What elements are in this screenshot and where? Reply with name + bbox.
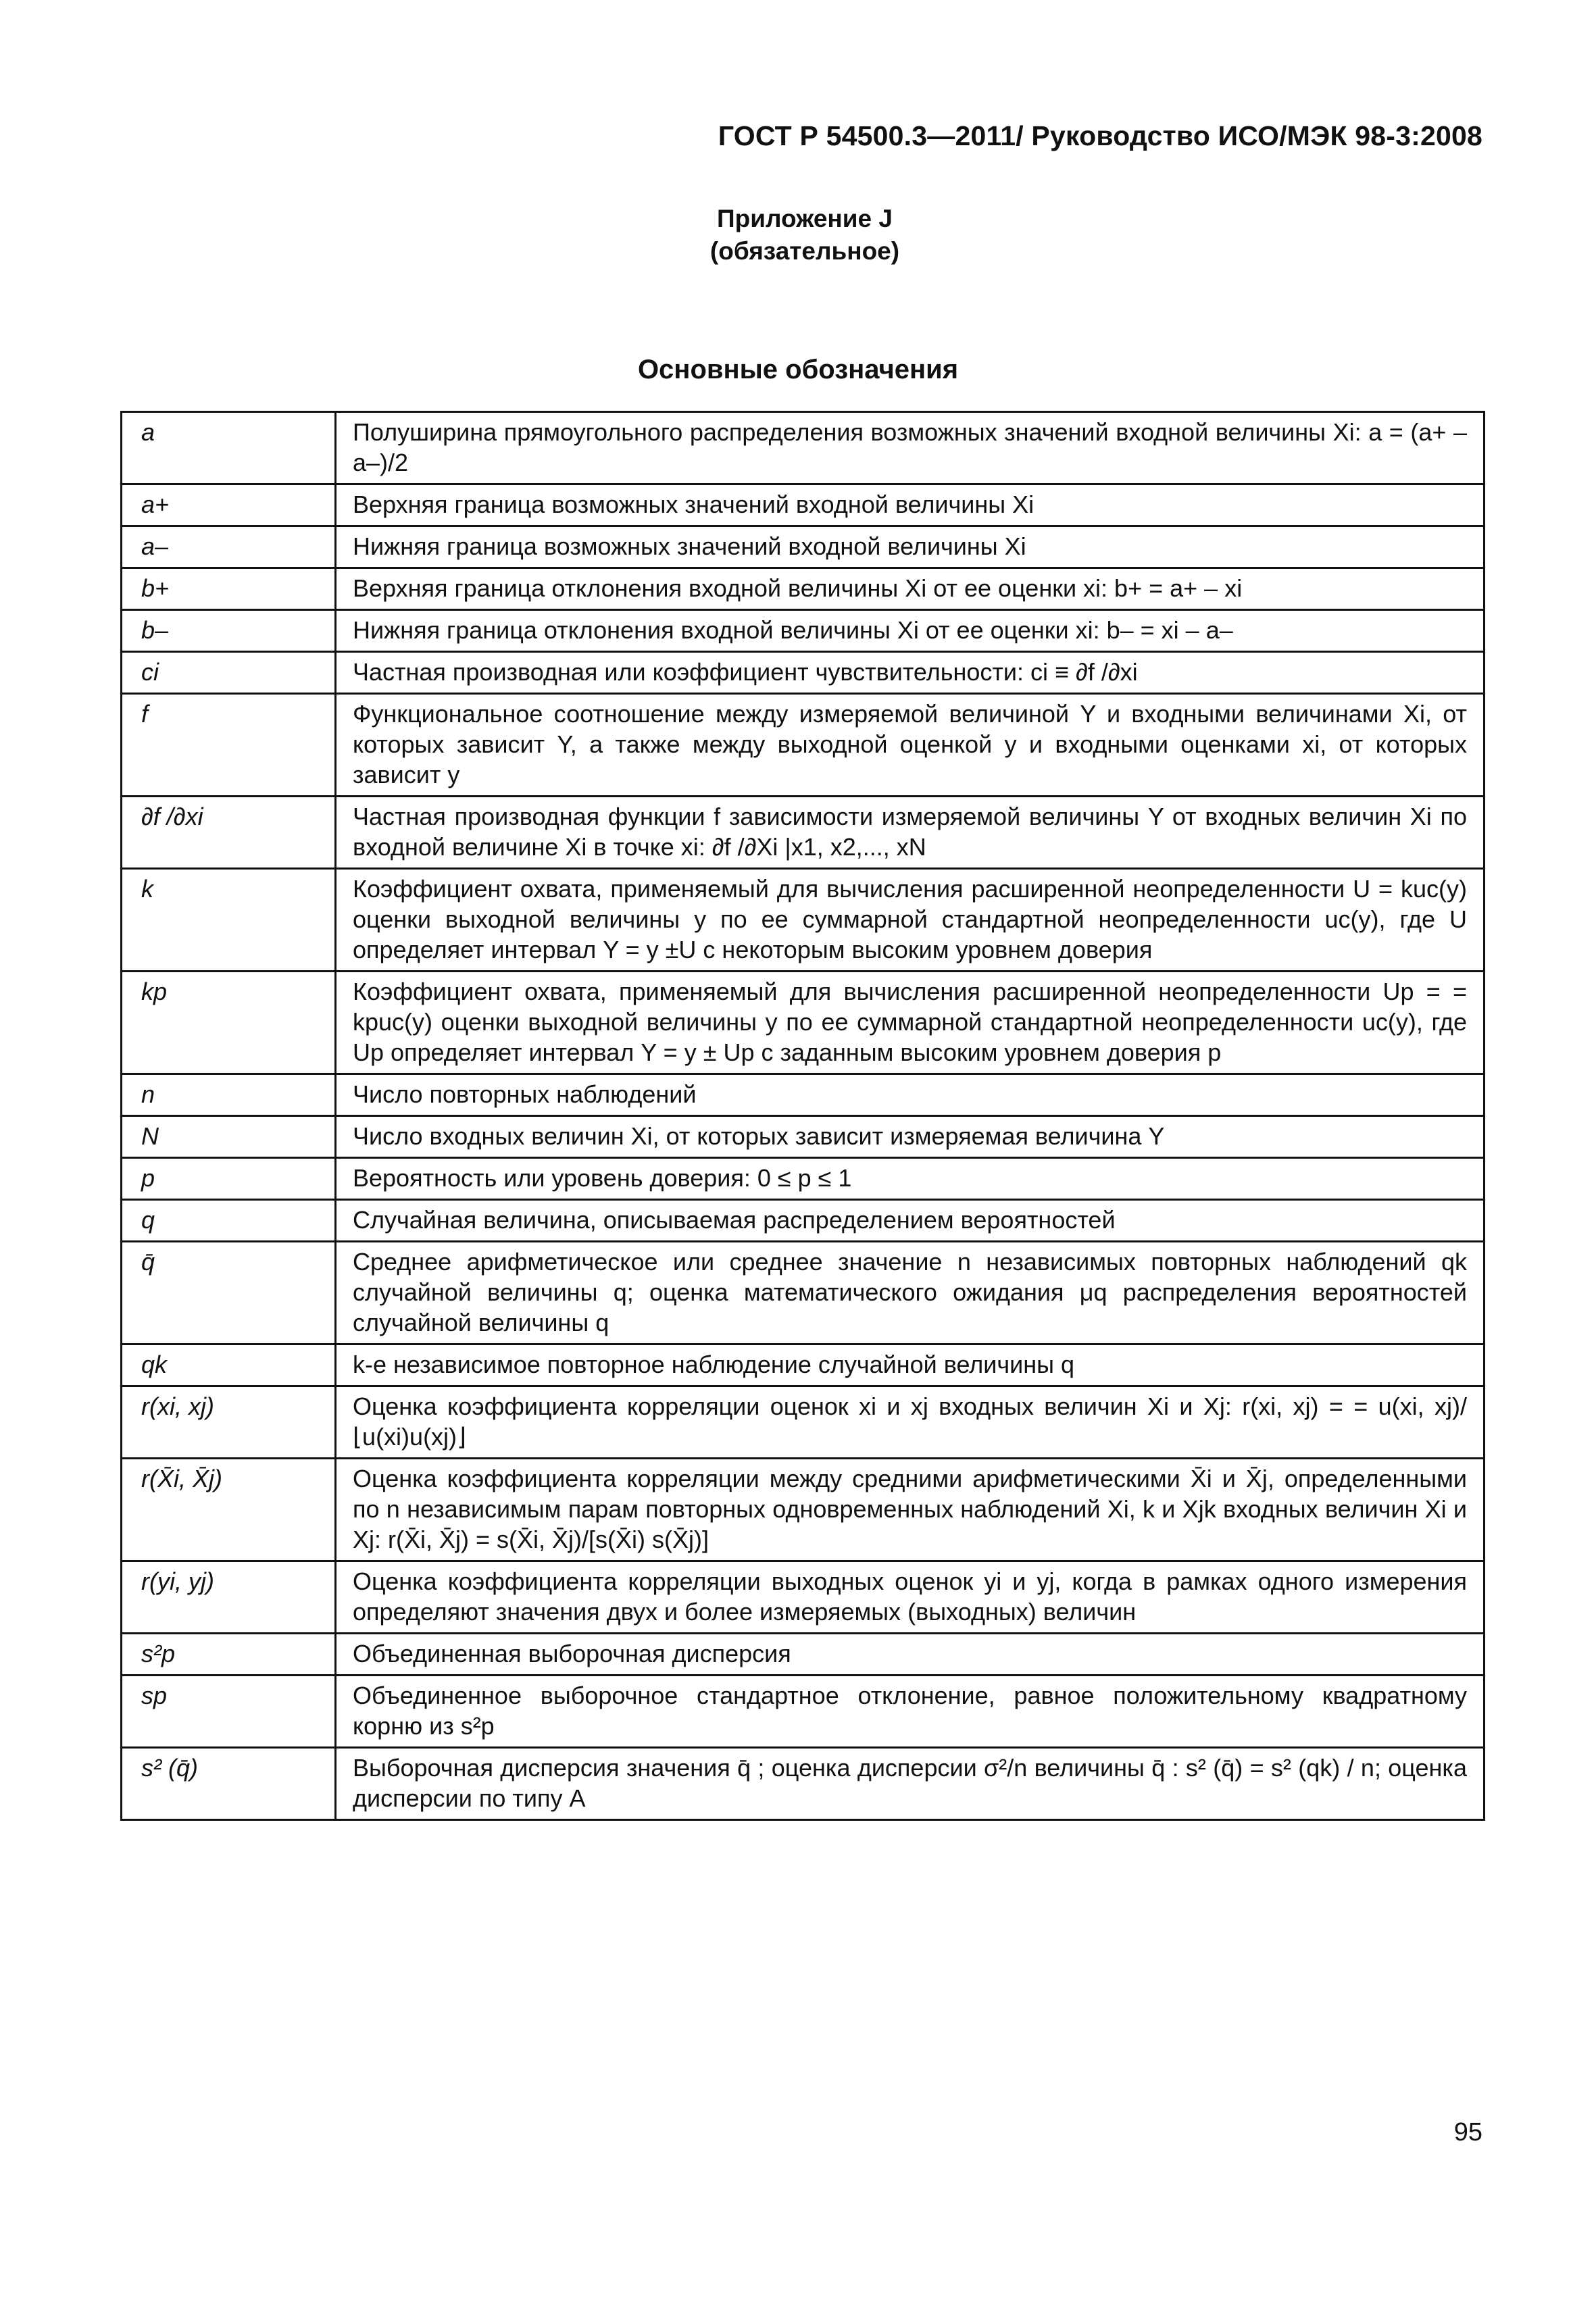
table-row — [122, 797, 1485, 869]
symbol-cell: sp — [122, 1676, 336, 1748]
table-row — [122, 1459, 1485, 1561]
table-row — [122, 1344, 1485, 1386]
description-cell: Функциональное соотношение между измеряемой величиной Y и входными величинами Xi, от которых зависит Y, а также между выходной оценкой y и входными оценками xi, от которых зависит y — [336, 694, 1485, 797]
table-row — [122, 1242, 1485, 1344]
table-row — [122, 1386, 1485, 1459]
table-row — [122, 1074, 1485, 1116]
description-cell: Оценка коэффициента корреляции оценок xi и xj входных величин Xi и Xj: r(xi, xj) = = u(xi, xj)/ ⌊u(xi)u(xj)⌋ — [336, 1386, 1485, 1459]
description-cell: Среднее арифметическое или среднее значение n независимых повторных наблюдений qk случайной величины q; оценка математического ожидания μq распределения вероятностей случайной величины q — [336, 1242, 1485, 1344]
table-row — [122, 869, 1485, 972]
symbol-cell: a+ — [122, 484, 336, 526]
table-row — [122, 1200, 1485, 1242]
table-row — [122, 610, 1485, 652]
symbol-cell: n — [122, 1074, 336, 1116]
table-row — [122, 1561, 1485, 1634]
description-cell: Выборочная дисперсия значения q̄ ; оценка дисперсии σ²/n величины q̄ : s² (q̄) = s² (qk) / n; оценка дисперсии по типу А — [336, 1748, 1485, 1820]
description-cell: Объединенное выборочное стандартное отклонение, равное положительному квадратному корню из s²p — [336, 1676, 1485, 1748]
table-row — [122, 526, 1485, 568]
description-cell: Верхняя граница отклонения входной величины Xi от ее оценки xi: b+ = a+ – xi — [336, 568, 1485, 610]
table-row — [122, 694, 1485, 797]
symbol-cell: kp — [122, 972, 336, 1074]
table-row — [122, 1748, 1485, 1820]
symbol-cell: r(xi, xj) — [122, 1386, 336, 1459]
symbol-cell: k — [122, 869, 336, 972]
symbol-cell: ci — [122, 652, 336, 694]
symbol-cell: b+ — [122, 568, 336, 610]
table-row — [122, 972, 1485, 1074]
symbol-cell: s²p — [122, 1634, 336, 1676]
symbol-cell: ∂f /∂xi — [122, 797, 336, 869]
description-cell: Частная производная функции f зависимости измеряемой величины Y от входных величин Xi по входной величине Xi в точке xi: ∂f /∂Xi |x1, x2,..., xN — [336, 797, 1485, 869]
symbol-cell: f — [122, 694, 336, 797]
symbol-cell: N — [122, 1116, 336, 1158]
table-row — [122, 1634, 1485, 1676]
description-cell: Вероятность или уровень доверия: 0 ≤ p ≤ 1 — [336, 1158, 1485, 1200]
description-cell: Коэффициент охвата, применяемый для вычисления расширенной неопределенности Up = = kpuc(y) оценки выходной величины y по ее суммарной стандартной неопределенности uc(y), где Up определяет интервал Y = y ± Up с заданным высоким уровнем доверия p — [336, 972, 1485, 1074]
table-row — [122, 568, 1485, 610]
symbol-cell: q̄ — [122, 1242, 336, 1344]
appendix-status: (обязательное) — [709, 237, 900, 265]
table-row — [122, 412, 1485, 484]
description-cell: Объединенная выборочная дисперсия — [336, 1634, 1485, 1676]
table-row — [122, 484, 1485, 526]
appendix-label: Приложение J — [717, 205, 893, 232]
symbol-cell: q — [122, 1200, 336, 1242]
description-cell: Нижняя граница возможных значений входной величины Xi — [336, 526, 1485, 568]
description-cell: Оценка коэффициента корреляции между средними арифметическими X̄i и X̄j, определенными по n независимым парам повторных одновременных наблюдений Xi, k и Xjk входных величин Xi и Xj: r(X̄i, X̄j) = s(X̄i, X̄j)/[s(X̄i) s(X̄j)] — [336, 1459, 1485, 1561]
symbol-cell: r(X̄i, X̄j) — [122, 1459, 336, 1561]
section-title: Основные обозначения — [637, 355, 959, 384]
description-cell: Частная производная или коэффициент чувствительности: ci ≡ ∂f /∂xi — [336, 652, 1485, 694]
description-cell: Оценка коэффициента корреляции выходных оценок yi и yj, когда в рамках одного измерения определяют значения двух и более измеряемых (выходных) величин — [336, 1561, 1485, 1634]
symbol-cell: qk — [122, 1344, 336, 1386]
symbol-cell: r(yi, yj) — [122, 1561, 336, 1634]
table-row — [122, 1158, 1485, 1200]
description-cell: Случайная величина, описываемая распределением вероятностей — [336, 1200, 1485, 1242]
description-cell: Верхняя граница возможных значений входной величины Xi — [336, 484, 1485, 526]
description-cell: Полуширина прямоугольного распределения возможных значений входной величины Xi: a = (a+ – a–)/2 — [336, 412, 1485, 484]
symbol-cell: b– — [122, 610, 336, 652]
description-cell: Число входных величин Xi, от которых зависит измеряемая величина Y — [336, 1116, 1485, 1158]
symbol-cell: s² (q̄) — [122, 1748, 336, 1820]
table-row — [122, 1116, 1485, 1158]
description-cell: Число повторных наблюдений — [336, 1074, 1485, 1116]
table-row — [122, 1676, 1485, 1748]
page-number: 95 — [1453, 2118, 1482, 2146]
description-cell: Коэффициент охвата, применяемый для вычисления расширенной неопределенности U = kuc(y) оценки выходной величины y по ее суммарной стандартной неопределенности uc(y), где U определяет интервал Y = y ±U с некоторым высоким уровнем доверия — [336, 869, 1485, 972]
description-cell: Нижняя граница отклонения входной величины Xi от ее оценки xi: b– = xi – a– — [336, 610, 1485, 652]
description-cell: k-е независимое повторное наблюдение случайной величины q — [336, 1344, 1485, 1386]
symbol-cell: p — [122, 1158, 336, 1200]
symbol-cell: a — [122, 412, 336, 484]
document-header: ГОСТ Р 54500.3—2011/ Руководство ИСО/МЭК 98-3:2008 — [718, 120, 1482, 151]
symbols-table — [120, 411, 1485, 1821]
symbol-cell: a– — [122, 526, 336, 568]
table-row — [122, 652, 1485, 694]
appendix-heading — [0, 203, 1596, 268]
